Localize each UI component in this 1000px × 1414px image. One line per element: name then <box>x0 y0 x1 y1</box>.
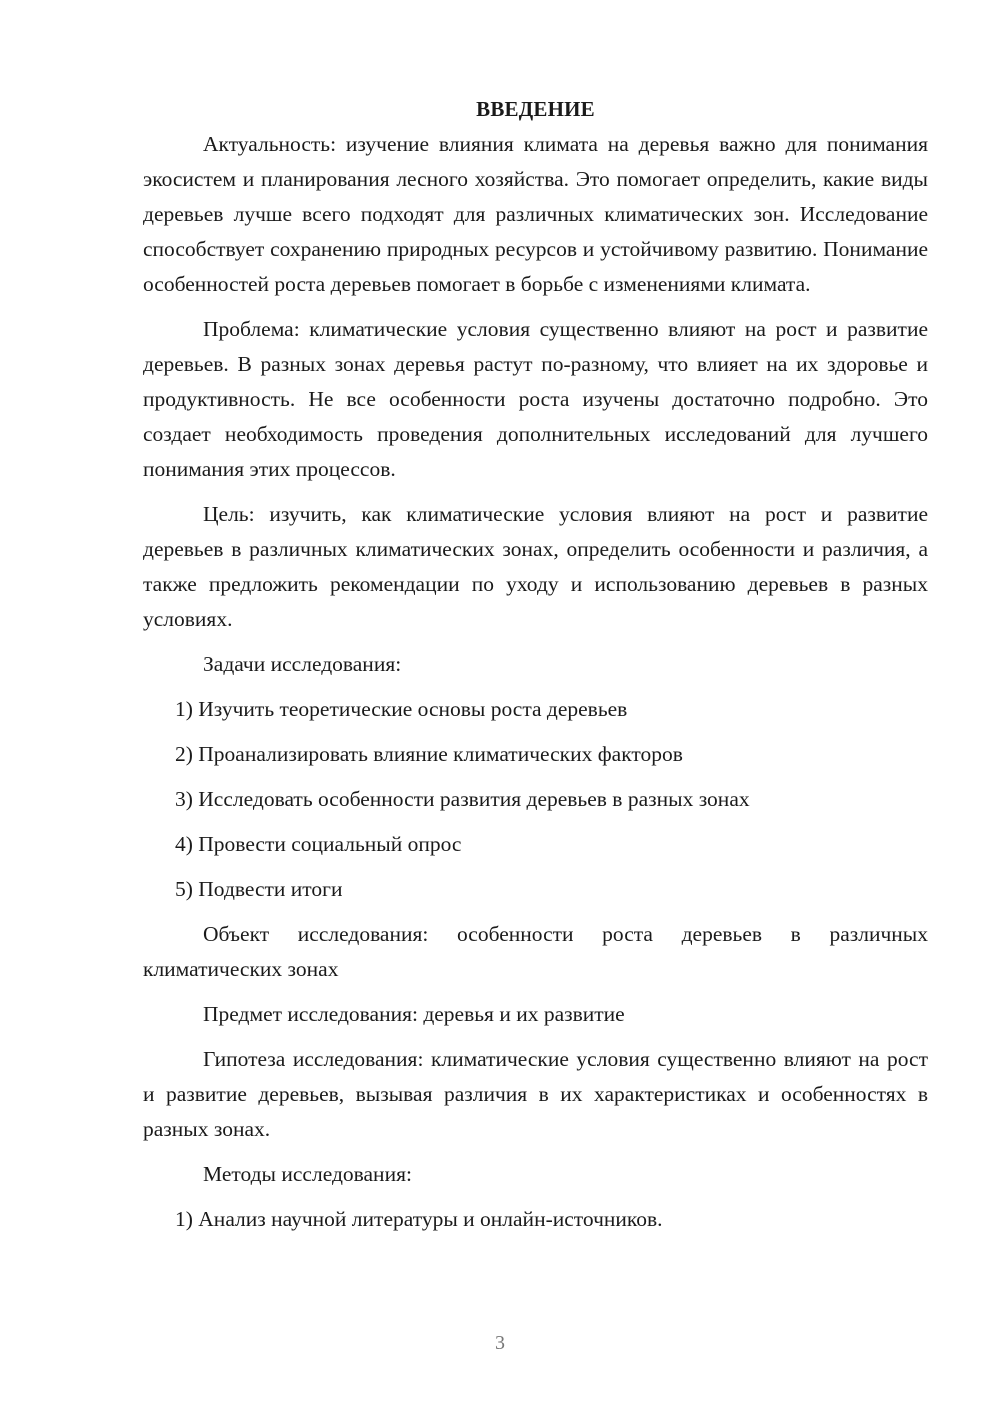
list-item: 2) Проанализировать влияние климатических факторов <box>175 742 683 766</box>
subject-paragraph: Предмет исследования: деревья и их развитие <box>203 1002 625 1026</box>
list-item: 5) Подвести итоги <box>175 877 343 901</box>
page-title: ВВЕДЕНИЕ <box>476 97 595 121</box>
problem-paragraph: Проблема: климатические условия существенно влияют на рост и развитие деревьев. В разных зонах деревья растут по-разному, что влияет на их здоровье и продуктивность. Не все особенности роста изучены достаточно подробно. Это создает необходимость проведения дополнительных исследований для лучшего понимания этих процессов. <box>143 317 928 481</box>
tasks-list <box>143 692 928 907</box>
relevance-paragraph: Актуальность: изучение влияния климата на деревья важно для понимания экосистем и планирования лесного хозяйства. Это помогает определить, какие виды деревьев лучше всего подходят для различных климатических зон. Исследование способствует сохранению природных ресурсов и устойчивому развитию. Понимание особенностей роста деревьев помогает в борьбе с изменениями климата. <box>143 132 928 296</box>
methods-label: Методы исследования: <box>203 1162 412 1186</box>
list-item: 1) Изучить теоретические основы роста деревьев <box>175 697 628 721</box>
list-item: 1) Анализ научной литературы и онлайн-источников. <box>175 1207 663 1231</box>
document-page <box>143 92 928 1247</box>
methods-list <box>143 1202 928 1237</box>
goal-paragraph: Цель: изучить, как климатические условия влияют на рост и развитие деревьев в различных климатических зонах, определить особенности и различия, а также предложить рекомендации по уходу и использованию деревьев в разных условиях. <box>143 502 928 631</box>
tasks-label: Задачи исследования: <box>203 652 402 676</box>
list-item: 4) Провести социальный опрос <box>175 832 462 856</box>
hypothesis-paragraph: Гипотеза исследования: климатические условия существенно влияют на рост и развитие деревьев, вызывая различия в их характеристиках и особенностях в разных зонах. <box>143 1047 928 1141</box>
object-paragraph: Объект исследования: особенности роста деревьев в различных климатических зонах <box>143 922 928 981</box>
list-item: 3) Исследовать особенности развития деревьев в разных зонах <box>175 787 750 811</box>
page-number: 3 <box>495 1332 505 1354</box>
